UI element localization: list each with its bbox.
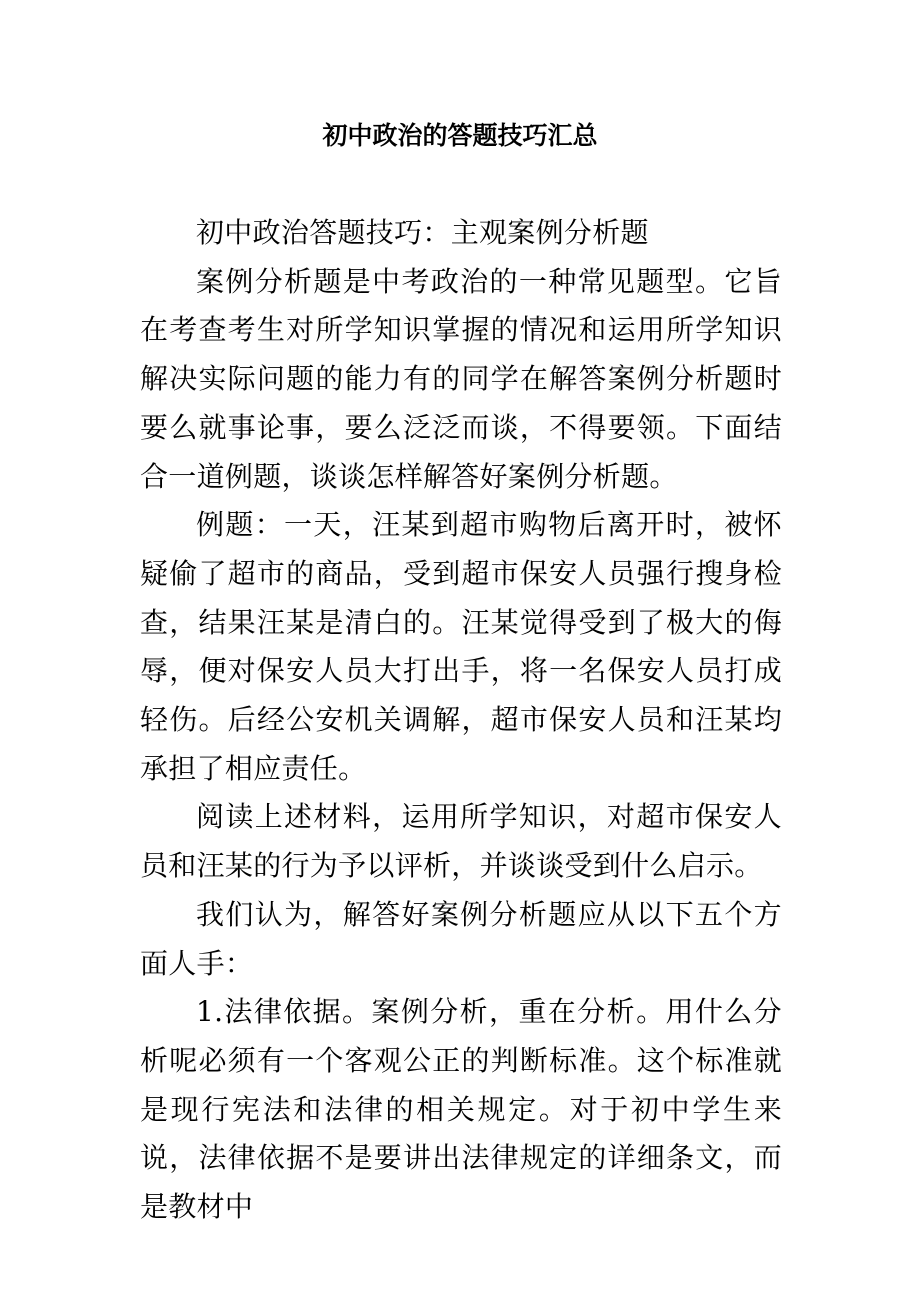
paragraph-question: 阅读上述材料，运用所学知识，对超市保安人员和汪某的行为予以评析，并谈谈受到什么启示。 <box>140 800 782 883</box>
paragraph-approach: 我们认为，解答好案例分析题应从以下五个方面人手： <box>140 897 782 980</box>
document-title: 初中政治的答题技巧汇总 <box>322 121 598 150</box>
document-body <box>140 209 782 1232</box>
paragraph-legal-basis: 1.法律依据。案例分析，重在分析。用什么分析呢必须有一个客观公正的判断标准。这个标准就是现行宪法和法律的相关规定。对于初中学生来说，法律依据不是要讲出法律规定的详细条文，而是教材中 <box>140 995 782 1224</box>
section-heading: 初中政治答题技巧：主观案例分析题 <box>196 216 649 249</box>
paragraph-example: 例题：一天，汪某到超市购物后离开时，被怀疑偷了超市的商品，受到超市保安人员强行搜身检查，结果汪某是清白的。汪某觉得受到了极大的侮辱，便对保安人员大打出手，将一名保安人员打成轻伤。后经公安机关调解，超市保安人员和汪某均承担了相应责任。 <box>140 508 782 785</box>
paragraph-intro: 案例分析题是中考政治的一种常见题型。它旨在考查考生对所学知识掌握的情况和运用所学知识解决实际问题的能力有的同学在解答案例分析题时要么就事论事，要么泛泛而谈，不得要领。下面结合一道例题，谈谈怎样解答好案例分析题。 <box>140 264 782 493</box>
